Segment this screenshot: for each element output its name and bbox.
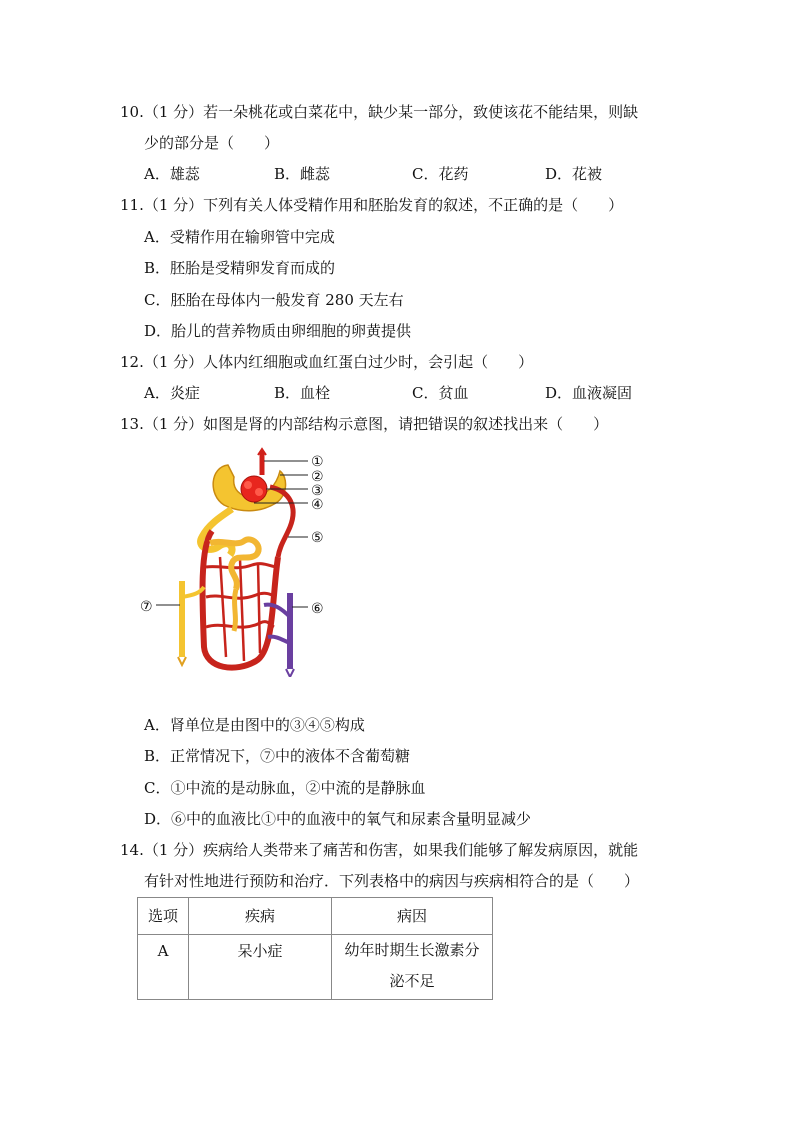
q12-option-c: C．贫血 [412, 384, 469, 402]
nephron-diagram [140, 447, 340, 677]
table-row [138, 935, 493, 1000]
q12-stem: 12.（1 分）人体内红细胞或血红蛋白过少时，会引起（ ） [120, 353, 534, 371]
figure-label-2: ② [311, 469, 324, 485]
figure-label-6: ⑥ [311, 601, 324, 617]
table-cell-cause-line1: 幼年时期生长激素分 [344, 941, 480, 959]
q13-option-a: A．肾单位是由图中的③④⑤构成 [144, 716, 365, 734]
figure-label-1: ① [311, 454, 324, 470]
q14-stem-line1: 14.（1 分）疾病给人类带来了痛苦和伤害，如果我们能够了解发病原因，就能 [120, 841, 639, 859]
q11-option-d: D．胎儿的营养物质由卵细胞的卵黄提供 [144, 322, 412, 340]
q10-stem-line1: 10.（1 分）若一朵桃花或白菜花中，缺少某一部分，致使该花不能结果，则缺 [120, 103, 639, 121]
q10-option-c: C．花药 [412, 165, 469, 183]
q13-stem: 13.（1 分）如图是肾的内部结构示意图，请把错误的叙述找出来（ ） [120, 415, 609, 433]
table-cell-cause-line2: 泌不足 [389, 972, 435, 990]
figure-label-3: ③ [311, 483, 324, 499]
table-cell-disease: 呆小症 [189, 935, 332, 1000]
q10-option-a: A．雄蕊 [144, 165, 200, 183]
q11-option-a: A．受精作用在输卵管中完成 [144, 228, 335, 246]
figure-label-5: ⑤ [311, 530, 324, 546]
q12-option-a: A．炎症 [144, 384, 200, 402]
q11-option-b: B．胚胎是受精卵发育而成的 [144, 259, 336, 277]
table-header-cause: 病因 [332, 898, 493, 935]
table-header-disease: 疾病 [189, 898, 332, 935]
q12-option-d: D．血液凝固 [545, 384, 633, 402]
table-header-row [138, 898, 493, 935]
q10-option-b: B．雌蕊 [274, 165, 331, 183]
q12-option-b: B．血栓 [274, 384, 331, 402]
q13-option-b: B．正常情况下，⑦中的液体不含葡萄糖 [144, 747, 411, 765]
table-cell-cause [332, 935, 493, 1000]
figure-label-4: ④ [311, 497, 324, 513]
table-cell-option: A [138, 935, 189, 1000]
q14-table [137, 897, 493, 1000]
q13-option-c: C．①中流的是动脉血，②中流的是静脉血 [144, 779, 426, 797]
q14-stem-line2: 有针对性地进行预防和治疗．下列表格中的病因与疾病相符合的是（ ） [144, 872, 640, 890]
q11-stem: 11.（1 分）下列有关人体受精作用和胚胎发育的叙述，不正确的是（ ） [120, 196, 624, 214]
q11-option-c: C．胚胎在母体内一般发育 280 天左右 [144, 291, 404, 309]
q10-option-d: D．花被 [545, 165, 603, 183]
figure-label-7: ⑦ [140, 599, 153, 615]
q13-option-d: D．⑥中的血液比①中的血液中的氧气和尿素含量明显减少 [144, 810, 532, 828]
q10-stem-line2: 少的部分是（ ） [144, 134, 280, 152]
table-header-option: 选项 [138, 898, 189, 935]
